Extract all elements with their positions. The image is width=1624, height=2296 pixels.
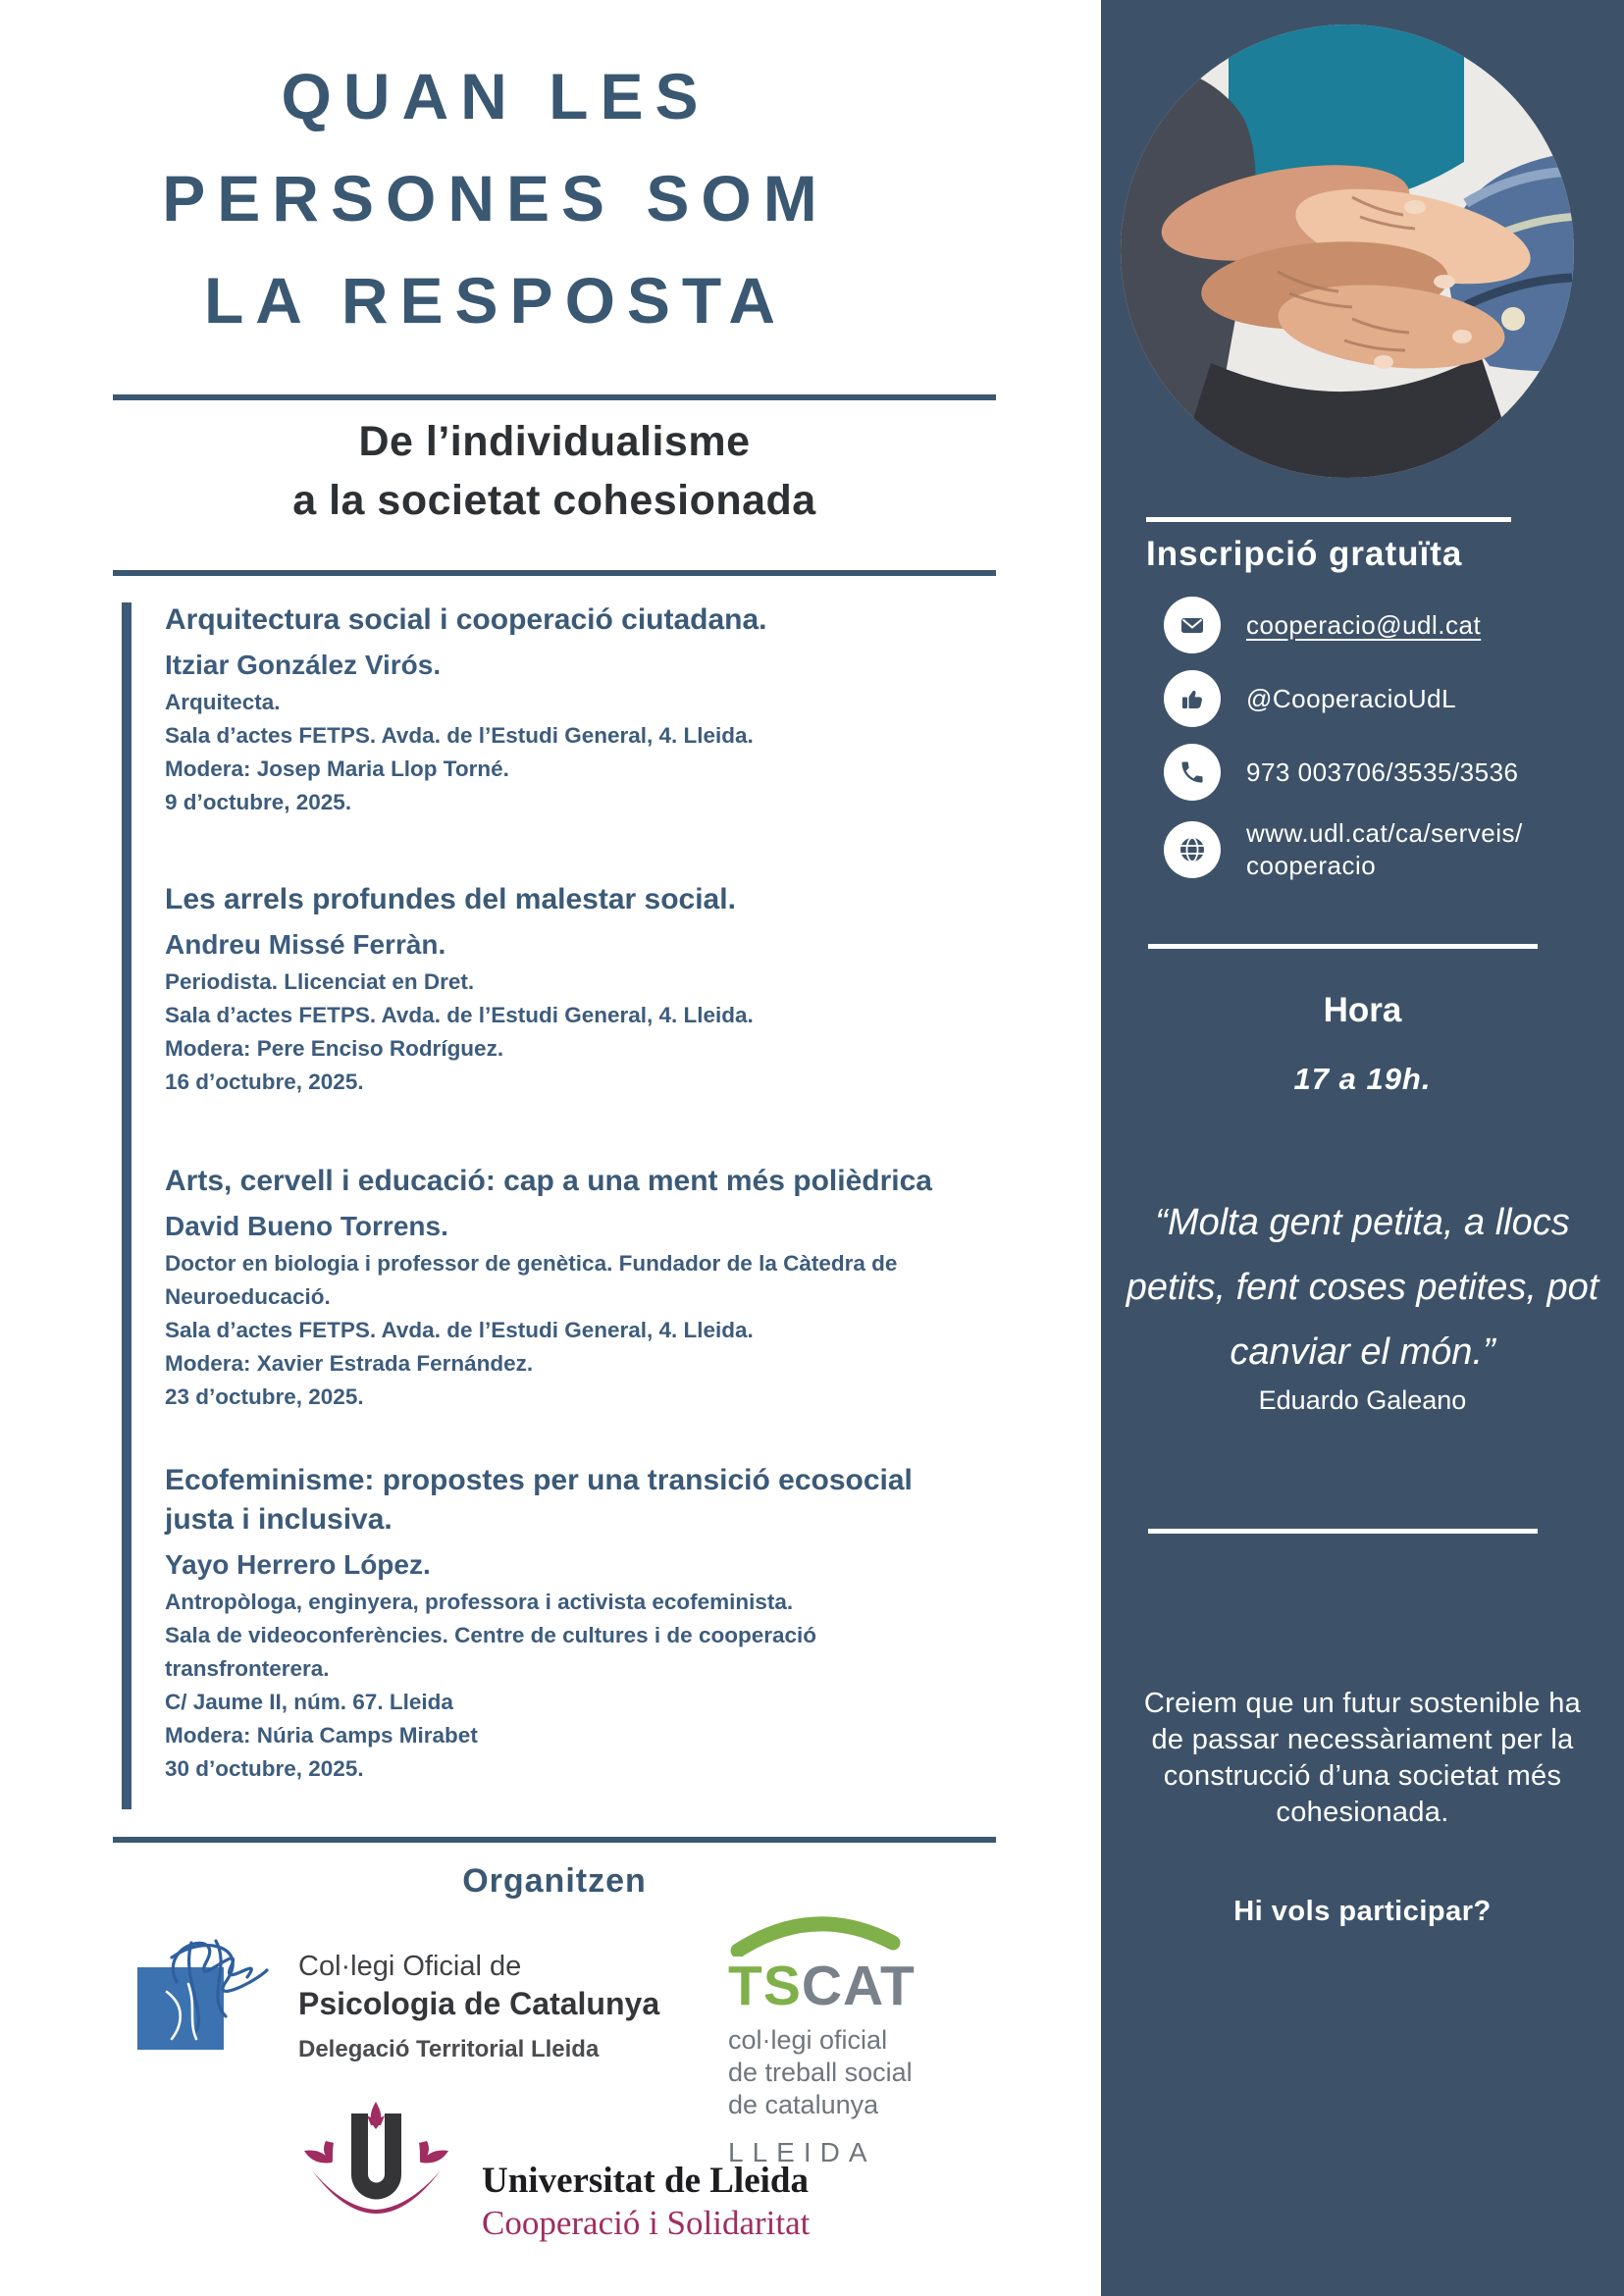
logo-universitat-lleida [290,2100,810,2262]
tscat-line-1: col·legi oficial [728,2025,888,2055]
quote-text: “Molta gent petita, a llocs petits, fent coses petites, pot canviar el món.” [1126,1202,1599,1373]
talk-date: 23 d’octubre, 2025. [165,1384,364,1409]
registration-heading: Inscripció gratuïta [1146,535,1463,573]
contact-email-row [1164,597,1596,653]
divider-top [113,394,996,400]
psicologia-line-2: Psicologia de Catalunya [298,1986,660,2021]
talk-role: Antropòloga, enginyera, professora i activista ecofeminista. [165,1590,794,1614]
contact-web-url-line-2: cooperacio [1246,851,1377,880]
udl-text [482,2100,810,2262]
contact-web-url-line-1: www.udl.cat/ca/serveis/ [1246,818,1523,848]
talk-item [165,1461,969,1786]
title-line-3: LA RESPOSTA [203,264,788,337]
talk-speaker: David Bueno Torrens. [165,1211,448,1241]
talk-moderator: Modera: Xavier Estrada Fernández. [165,1351,534,1376]
talk-moderator: Modera: Núria Camps Mirabet [165,1723,478,1748]
talk-title: Ecofeminisme: propostes per una transició ecosocial justa i inclusiva. [165,1464,913,1536]
talk-address: C/ Jaume II, núm. 67. Lleida [165,1690,453,1714]
cta-text: Hi vols participar? [1233,1896,1492,1927]
poster-title [54,45,937,351]
talk-speaker: Yayo Herrero López. [165,1549,431,1580]
talk-date: 16 d’octubre, 2025. [165,1070,364,1094]
talk-venue: Sala de videoconferències. Centre de cultures i de cooperació transfronterera. [165,1623,816,1681]
title-line-1: QUAN LES [281,60,710,132]
talk-speaker: Itziar González Virós. [165,650,442,680]
talk-item [165,1162,969,1414]
divider-mid [113,570,996,576]
contact-web-row [1164,817,1596,882]
talk-title: Les arrels profundes del malestar social. [165,883,736,915]
talk-moderator: Modera: Josep Maria Llop Torné. [165,757,509,781]
tscat-acronym-cat: CAT [801,1955,916,2017]
tscat-line-3: de catalunya [728,2090,879,2119]
contact-social-handle[interactable]: @CooperacioUdL [1246,683,1457,713]
sidebar-divider-photo [1146,517,1511,522]
talk-role: Arquitecta. [165,690,281,714]
contact-list [1164,597,1596,899]
tscat-acronym-ts: TS [728,1955,802,2017]
sidebar [1101,0,1624,2296]
sidebar-divider-hora [1148,944,1538,949]
talk-speaker: Andreu Missé Ferràn. [165,929,446,960]
globe-icon [1164,821,1221,878]
udl-shield-icon [290,2100,462,2262]
contact-web-url[interactable] [1246,817,1523,882]
talk-item [165,880,969,1099]
psicologia-text [298,1923,659,2066]
organizers-heading: Organitzen [462,1862,647,1900]
talks-list [122,600,966,1786]
talk-venue: Sala d’actes FETPS. Avda. de l’Estudi General, 4. Lleida. [165,1003,754,1027]
hora-heading: Hora [1323,991,1402,1029]
talk-title: Arts, cervell i educació: cap a una ment més polièdrica [165,1165,932,1197]
udl-line-2: Cooperació i Solidaritat [482,2204,811,2242]
talk-role: Doctor en biologia i professor de genètica. Fundador de la Càtedra de Neuroeducació. [165,1251,898,1309]
logo-psicologia-catalunya [137,1923,659,2066]
talk-title: Arquitectura social i cooperació ciutadana. [165,603,767,636]
tscat-lleida: LLEIDA [728,2137,876,2167]
talk-moderator: Modera: Pere Enciso Rodríguez. [165,1036,504,1061]
psicologia-line-1: Col·legi Oficial de [298,1951,522,1982]
subtitle-line-1: De l’individualisme [358,418,751,465]
phone-icon [1164,744,1221,801]
contact-social-row [1164,670,1596,727]
tscat-line-2: de treball social [728,2058,913,2087]
stacked-hands-photo [1121,25,1574,478]
sidebar-divider-closing [1148,1529,1538,1534]
tscat-acronym [728,1955,1022,2017]
thumbs-up-icon [1164,670,1221,727]
talk-role: Periodista. Llicenciat en Dret. [165,969,475,994]
psicologia-line-3: Delegació Territorial Lleida [298,2036,600,2062]
udl-line-1: Universitat de Lleida [482,2161,809,2201]
contact-email-link[interactable]: cooperacio@udl.cat [1246,609,1482,640]
contact-phone-row [1164,744,1596,801]
talk-item [165,600,969,819]
hora-value: 17 a 19h. [1293,1062,1432,1096]
contact-phone-number: 973 003706/3535/3536 [1246,757,1519,787]
talk-venue: Sala d’actes FETPS. Avda. de l’Estudi General, 4. Lleida. [165,723,754,748]
subtitle-line-2: a la societat cohesionada [292,477,816,524]
divider-bottom [113,1837,996,1843]
quote-author: Eduardo Galeano [1258,1385,1467,1415]
psicologia-emblem-icon [137,1923,285,2066]
closing-text: Creiem que un futur sostenible ha de passar necessàriament per la construcció d’una societat més cohesionada. [1143,1688,1582,1828]
talk-date: 9 d’octubre, 2025. [165,790,352,814]
poster-subtitle [113,412,996,530]
email-icon [1164,597,1221,653]
talk-date: 30 d’octubre, 2025. [165,1756,364,1781]
talk-venue: Sala d’actes FETPS. Avda. de l’Estudi General, 4. Lleida. [165,1318,754,1342]
title-line-2: PERSONES SOM [162,162,829,235]
